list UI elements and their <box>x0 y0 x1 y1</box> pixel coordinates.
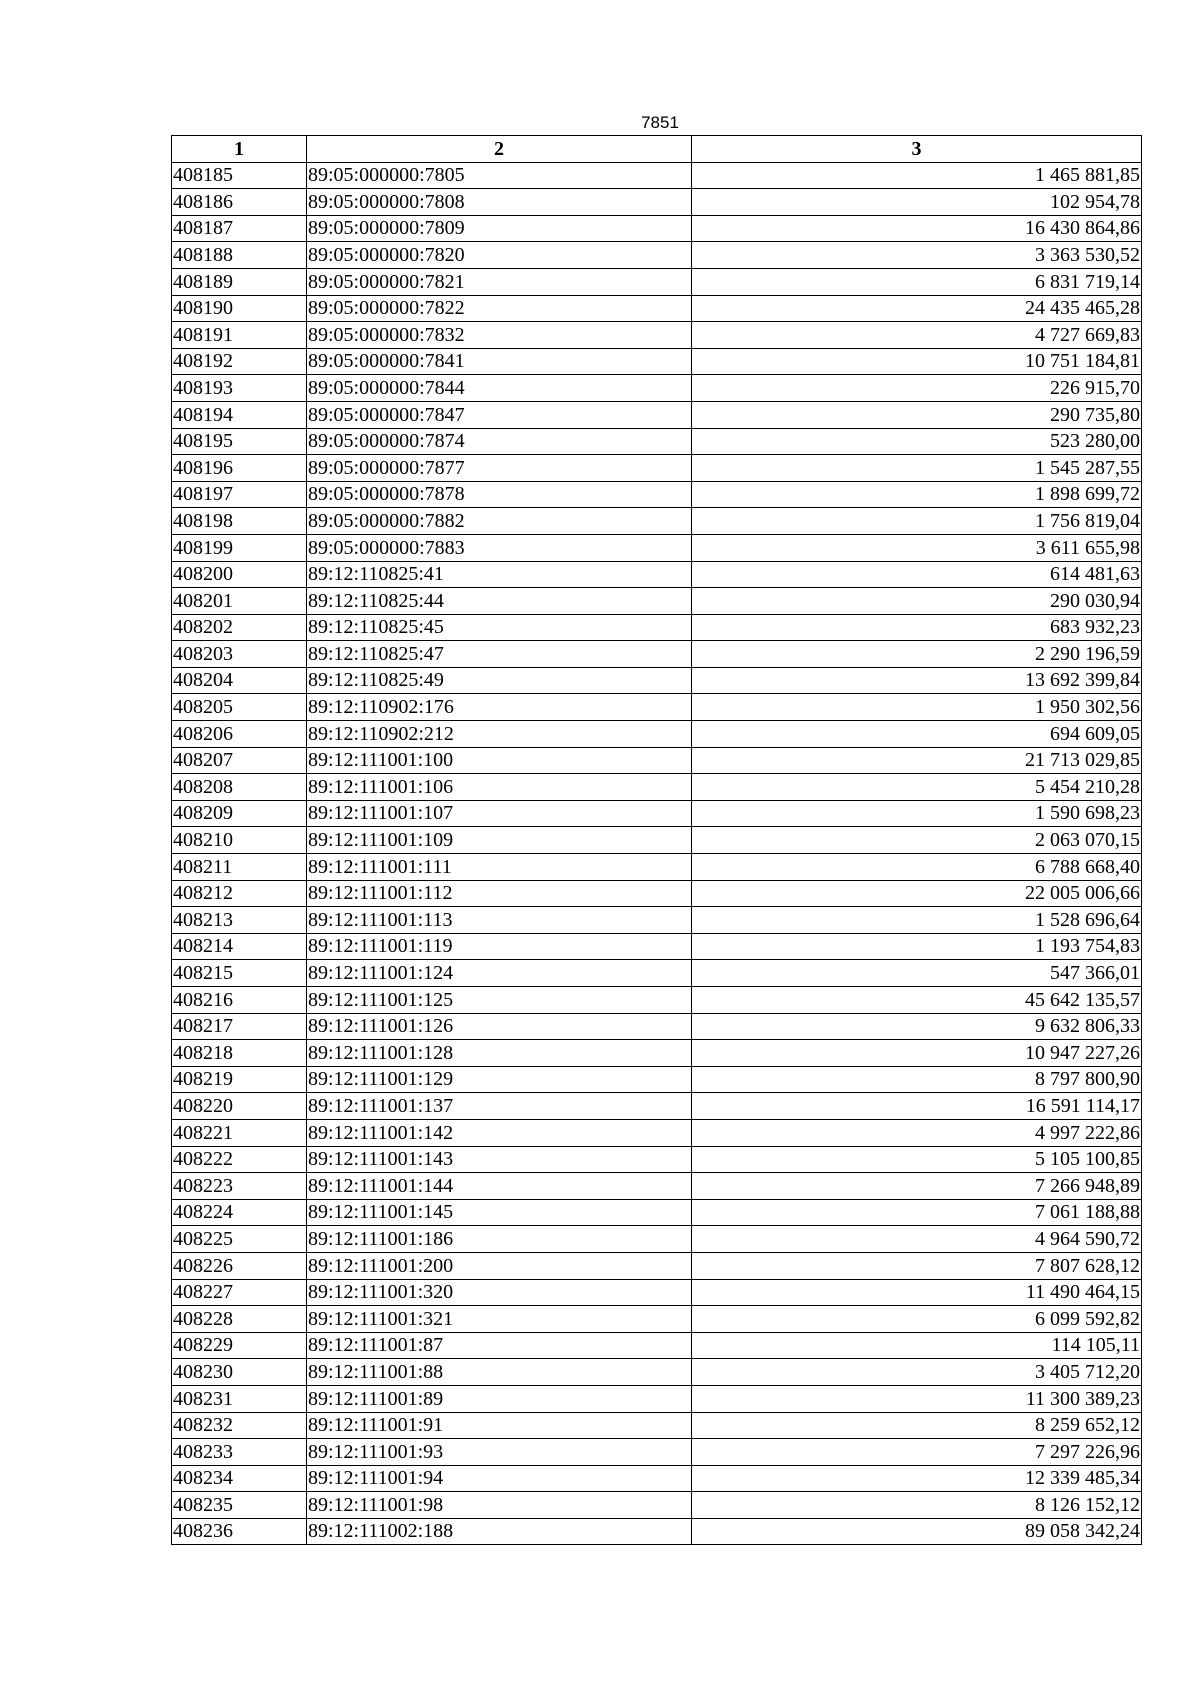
row-number-cell: 408226 <box>172 1252 307 1279</box>
row-number-cell: 408205 <box>172 694 307 721</box>
row-number-cell: 408202 <box>172 614 307 641</box>
value-cell: 45 642 135,57 <box>692 987 1142 1014</box>
table-row <box>172 455 1142 482</box>
table-row <box>172 162 1142 189</box>
cadastral-number-cell: 89:12:111001:125 <box>307 987 692 1014</box>
row-number-cell: 408190 <box>172 295 307 322</box>
cadastral-number-cell: 89:12:110825:41 <box>307 561 692 588</box>
row-number-cell: 408200 <box>172 561 307 588</box>
row-number-cell: 408215 <box>172 960 307 987</box>
value-cell: 1 756 819,04 <box>692 508 1142 535</box>
table-row <box>172 189 1142 216</box>
table-row <box>172 933 1142 960</box>
cadastral-number-cell: 89:12:111001:129 <box>307 1066 692 1093</box>
header-row <box>172 136 1142 163</box>
value-cell: 21 713 029,85 <box>692 747 1142 774</box>
table-row <box>172 854 1142 881</box>
row-number-cell: 408227 <box>172 1279 307 1306</box>
cadastral-number-cell: 89:12:111001:112 <box>307 880 692 907</box>
row-number-cell: 408236 <box>172 1518 307 1545</box>
table-row <box>172 1013 1142 1040</box>
table-row <box>172 960 1142 987</box>
value-cell: 6 831 719,14 <box>692 268 1142 295</box>
value-cell: 7 807 628,12 <box>692 1252 1142 1279</box>
value-cell: 11 300 389,23 <box>692 1385 1142 1412</box>
value-cell: 683 932,23 <box>692 614 1142 641</box>
table-row <box>172 694 1142 721</box>
value-cell: 6 788 668,40 <box>692 854 1142 881</box>
table-row <box>172 588 1142 615</box>
cadastral-number-cell: 89:12:111001:145 <box>307 1199 692 1226</box>
column-header-2: 2 <box>307 136 692 163</box>
row-number-cell: 408196 <box>172 455 307 482</box>
cadastral-number-cell: 89:05:000000:7805 <box>307 162 692 189</box>
cadastral-number-cell: 89:12:111002:188 <box>307 1518 692 1545</box>
table-row <box>172 1492 1142 1519</box>
value-cell: 13 692 399,84 <box>692 667 1142 694</box>
value-cell: 1 193 754,83 <box>692 933 1142 960</box>
value-cell: 4 964 590,72 <box>692 1226 1142 1253</box>
row-number-cell: 408195 <box>172 428 307 455</box>
cadastral-number-cell: 89:05:000000:7841 <box>307 348 692 375</box>
cadastral-number-cell: 89:12:111001:124 <box>307 960 692 987</box>
row-number-cell: 408206 <box>172 721 307 748</box>
table-row <box>172 1040 1142 1067</box>
cadastral-number-cell: 89:12:111001:106 <box>307 774 692 801</box>
cadastral-number-cell: 89:05:000000:7821 <box>307 268 692 295</box>
table-row <box>172 428 1142 455</box>
row-number-cell: 408193 <box>172 375 307 402</box>
row-number-cell: 408228 <box>172 1306 307 1333</box>
value-cell: 16 591 114,17 <box>692 1093 1142 1120</box>
value-cell: 614 481,63 <box>692 561 1142 588</box>
value-cell: 1 465 881,85 <box>692 162 1142 189</box>
cadastral-number-cell: 89:12:110825:47 <box>307 641 692 668</box>
value-cell: 24 435 465,28 <box>692 295 1142 322</box>
row-number-cell: 408197 <box>172 481 307 508</box>
table-row <box>172 641 1142 668</box>
value-cell: 22 005 006,66 <box>692 880 1142 907</box>
table-row <box>172 215 1142 242</box>
row-number-cell: 408224 <box>172 1199 307 1226</box>
cadastral-number-cell: 89:12:111001:98 <box>307 1492 692 1519</box>
value-cell: 5 454 210,28 <box>692 774 1142 801</box>
table-row <box>172 242 1142 269</box>
cadastral-number-cell: 89:12:111001:200 <box>307 1252 692 1279</box>
value-cell: 114 105,11 <box>692 1332 1142 1359</box>
cadastral-number-cell: 89:05:000000:7808 <box>307 189 692 216</box>
cadastral-number-cell: 89:12:111001:128 <box>307 1040 692 1067</box>
cadastral-number-cell: 89:12:111001:320 <box>307 1279 692 1306</box>
row-number-cell: 408211 <box>172 854 307 881</box>
cadastral-number-cell: 89:05:000000:7877 <box>307 455 692 482</box>
row-number-cell: 408188 <box>172 242 307 269</box>
row-number-cell: 408198 <box>172 508 307 535</box>
value-cell: 8 797 800,90 <box>692 1066 1142 1093</box>
cadastral-number-cell: 89:05:000000:7844 <box>307 375 692 402</box>
value-cell: 523 280,00 <box>692 428 1142 455</box>
value-cell: 89 058 342,24 <box>692 1518 1142 1545</box>
cadastral-number-cell: 89:12:111001:87 <box>307 1332 692 1359</box>
cadastral-number-cell: 89:12:111001:143 <box>307 1146 692 1173</box>
row-number-cell: 408194 <box>172 401 307 428</box>
table-row <box>172 322 1142 349</box>
cadastral-number-cell: 89:05:000000:7882 <box>307 508 692 535</box>
table-row <box>172 1146 1142 1173</box>
row-number-cell: 408192 <box>172 348 307 375</box>
value-cell: 1 590 698,23 <box>692 800 1142 827</box>
value-cell: 7 297 226,96 <box>692 1439 1142 1466</box>
row-number-cell: 408216 <box>172 987 307 1014</box>
row-number-cell: 408221 <box>172 1119 307 1146</box>
table-row <box>172 1412 1142 1439</box>
page-number: 7851 <box>641 113 679 132</box>
cadastral-number-cell: 89:12:111001:111 <box>307 854 692 881</box>
cadastral-number-cell: 89:12:111001:94 <box>307 1465 692 1492</box>
row-number-cell: 408201 <box>172 588 307 615</box>
value-cell: 1 545 287,55 <box>692 455 1142 482</box>
cadastral-number-cell: 89:05:000000:7878 <box>307 481 692 508</box>
cadastral-number-cell: 89:12:111001:113 <box>307 907 692 934</box>
table-row <box>172 1385 1142 1412</box>
row-number-cell: 408231 <box>172 1385 307 1412</box>
table-row <box>172 1359 1142 1386</box>
value-cell: 3 405 712,20 <box>692 1359 1142 1386</box>
row-number-cell: 408222 <box>172 1146 307 1173</box>
value-cell: 1 528 696,64 <box>692 907 1142 934</box>
value-cell: 1 950 302,56 <box>692 694 1142 721</box>
table-row <box>172 880 1142 907</box>
row-number-cell: 408212 <box>172 880 307 907</box>
value-cell: 12 339 485,34 <box>692 1465 1142 1492</box>
value-cell: 11 490 464,15 <box>692 1279 1142 1306</box>
value-cell: 3 363 530,52 <box>692 242 1142 269</box>
value-cell: 10 947 227,26 <box>692 1040 1142 1067</box>
row-number-cell: 408232 <box>172 1412 307 1439</box>
table-row <box>172 907 1142 934</box>
cadastral-number-cell: 89:12:111001:107 <box>307 800 692 827</box>
value-cell: 6 099 592,82 <box>692 1306 1142 1333</box>
table-row <box>172 401 1142 428</box>
table-row <box>172 348 1142 375</box>
value-cell: 3 611 655,98 <box>692 534 1142 561</box>
value-cell: 7 266 948,89 <box>692 1173 1142 1200</box>
table-row <box>172 747 1142 774</box>
table-row <box>172 481 1142 508</box>
table-row <box>172 1252 1142 1279</box>
row-number-cell: 408235 <box>172 1492 307 1519</box>
row-number-cell: 408186 <box>172 189 307 216</box>
table-row <box>172 1439 1142 1466</box>
row-number-cell: 408214 <box>172 933 307 960</box>
cadastral-number-cell: 89:12:111001:321 <box>307 1306 692 1333</box>
row-number-cell: 408204 <box>172 667 307 694</box>
table-row <box>172 987 1142 1014</box>
cadastral-number-cell: 89:05:000000:7832 <box>307 322 692 349</box>
cadastral-number-cell: 89:12:111001:91 <box>307 1412 692 1439</box>
value-cell: 694 609,05 <box>692 721 1142 748</box>
cadastral-number-cell: 89:12:110825:44 <box>307 588 692 615</box>
cadastral-number-cell: 89:12:111001:126 <box>307 1013 692 1040</box>
table-row <box>172 1465 1142 1492</box>
table-row <box>172 1306 1142 1333</box>
row-number-cell: 408213 <box>172 907 307 934</box>
row-number-cell: 408203 <box>172 641 307 668</box>
table-row <box>172 268 1142 295</box>
row-number-cell: 408234 <box>172 1465 307 1492</box>
column-header-1: 1 <box>172 136 307 163</box>
cadastral-number-cell: 89:12:110902:176 <box>307 694 692 721</box>
value-cell: 2 290 196,59 <box>692 641 1142 668</box>
table-row <box>172 1518 1142 1545</box>
value-cell: 8 126 152,12 <box>692 1492 1142 1519</box>
cadastral-number-cell: 89:12:111001:88 <box>307 1359 692 1386</box>
cadastral-number-cell: 89:05:000000:7822 <box>307 295 692 322</box>
table-row <box>172 1279 1142 1306</box>
cadastral-number-cell: 89:12:111001:142 <box>307 1119 692 1146</box>
table-row <box>172 800 1142 827</box>
cadastral-number-cell: 89:12:111001:89 <box>307 1385 692 1412</box>
row-number-cell: 408225 <box>172 1226 307 1253</box>
value-cell: 16 430 864,86 <box>692 215 1142 242</box>
value-cell: 4 727 669,83 <box>692 322 1142 349</box>
table-row <box>172 1332 1142 1359</box>
row-number-cell: 408229 <box>172 1332 307 1359</box>
value-cell: 4 997 222,86 <box>692 1119 1142 1146</box>
table-row <box>172 508 1142 535</box>
value-cell: 2 063 070,15 <box>692 827 1142 854</box>
table-row <box>172 1226 1142 1253</box>
value-cell: 5 105 100,85 <box>692 1146 1142 1173</box>
row-number-cell: 408217 <box>172 1013 307 1040</box>
row-number-cell: 408187 <box>172 215 307 242</box>
table-row <box>172 774 1142 801</box>
table-row <box>172 1173 1142 1200</box>
value-cell: 290 030,94 <box>692 588 1142 615</box>
row-number-cell: 408189 <box>172 268 307 295</box>
row-number-cell: 408209 <box>172 800 307 827</box>
value-cell: 102 954,78 <box>692 189 1142 216</box>
cadastral-number-cell: 89:05:000000:7874 <box>307 428 692 455</box>
row-number-cell: 408220 <box>172 1093 307 1120</box>
row-number-cell: 408233 <box>172 1439 307 1466</box>
row-number-cell: 408210 <box>172 827 307 854</box>
row-number-cell: 408218 <box>172 1040 307 1067</box>
table-row <box>172 375 1142 402</box>
value-cell: 547 366,01 <box>692 960 1142 987</box>
table-row <box>172 667 1142 694</box>
table-row <box>172 1066 1142 1093</box>
cadastral-number-cell: 89:05:000000:7809 <box>307 215 692 242</box>
cadastral-number-cell: 89:05:000000:7820 <box>307 242 692 269</box>
table-row <box>172 1199 1142 1226</box>
value-cell: 10 751 184,81 <box>692 348 1142 375</box>
row-number-cell: 408191 <box>172 322 307 349</box>
row-number-cell: 408230 <box>172 1359 307 1386</box>
value-cell: 290 735,80 <box>692 401 1142 428</box>
table-row <box>172 614 1142 641</box>
row-number-cell: 408207 <box>172 747 307 774</box>
cadastral-number-cell: 89:12:110825:45 <box>307 614 692 641</box>
row-number-cell: 408185 <box>172 162 307 189</box>
cadastral-number-cell: 89:12:110825:49 <box>307 667 692 694</box>
cadastral-number-cell: 89:05:000000:7883 <box>307 534 692 561</box>
cadastral-number-cell: 89:12:111001:109 <box>307 827 692 854</box>
data-table <box>171 135 1142 1545</box>
table-row <box>172 561 1142 588</box>
table-row <box>172 1119 1142 1146</box>
row-number-cell: 408199 <box>172 534 307 561</box>
table-row <box>172 534 1142 561</box>
table-row <box>172 1093 1142 1120</box>
cadastral-number-cell: 89:12:111001:144 <box>307 1173 692 1200</box>
cadastral-number-cell: 89:12:111001:119 <box>307 933 692 960</box>
value-cell: 9 632 806,33 <box>692 1013 1142 1040</box>
cadastral-number-cell: 89:12:111001:100 <box>307 747 692 774</box>
value-cell: 1 898 699,72 <box>692 481 1142 508</box>
cadastral-number-cell: 89:12:111001:186 <box>307 1226 692 1253</box>
row-number-cell: 408208 <box>172 774 307 801</box>
table-row <box>172 827 1142 854</box>
row-number-cell: 408223 <box>172 1173 307 1200</box>
cadastral-number-cell: 89:12:111001:137 <box>307 1093 692 1120</box>
cadastral-number-cell: 89:05:000000:7847 <box>307 401 692 428</box>
table-row <box>172 295 1142 322</box>
row-number-cell: 408219 <box>172 1066 307 1093</box>
value-cell: 226 915,70 <box>692 375 1142 402</box>
value-cell: 7 061 188,88 <box>692 1199 1142 1226</box>
table-row <box>172 721 1142 748</box>
column-header-3: 3 <box>692 136 1142 163</box>
table-header <box>172 136 1142 163</box>
value-cell: 8 259 652,12 <box>692 1412 1142 1439</box>
table-body <box>172 162 1142 1545</box>
cadastral-number-cell: 89:12:111001:93 <box>307 1439 692 1466</box>
cadastral-number-cell: 89:12:110902:212 <box>307 721 692 748</box>
